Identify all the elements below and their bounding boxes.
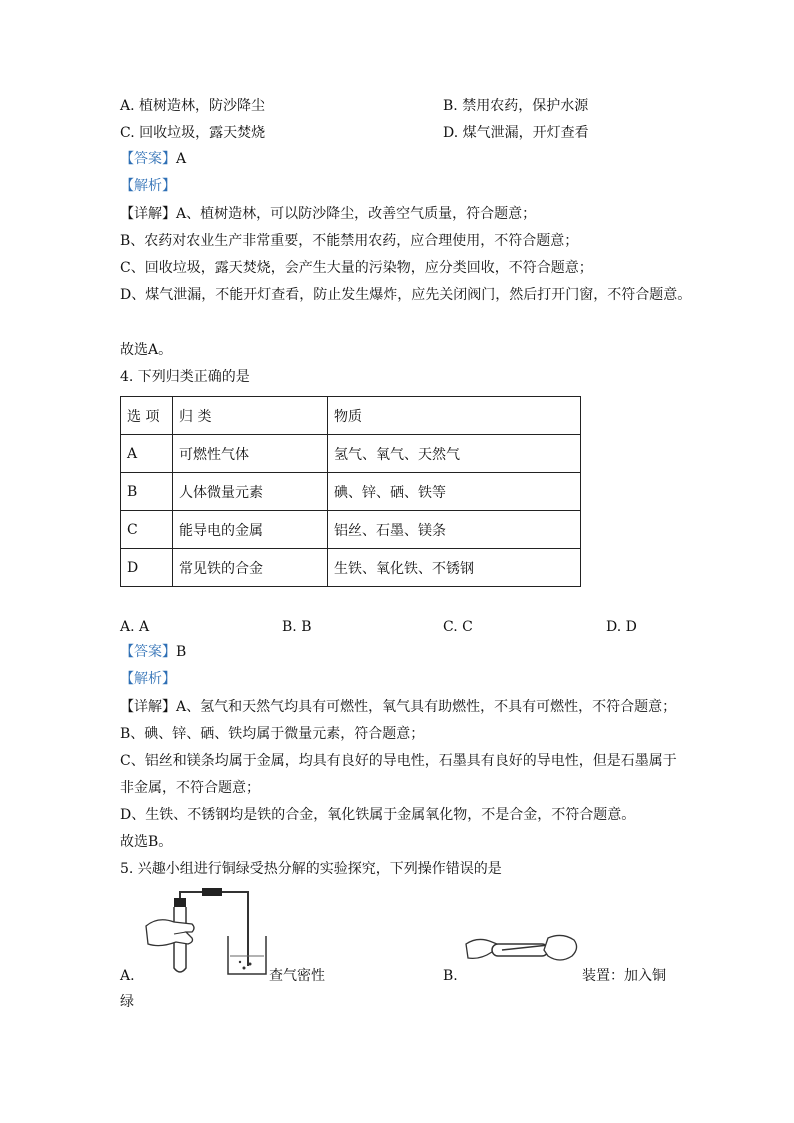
table-cell: A	[121, 435, 173, 473]
q4-table	[120, 396, 581, 587]
answer-tag: 【答案】	[120, 151, 176, 167]
table-header-cell: 选 项	[121, 397, 173, 435]
q3-conclusion: 故选A。	[120, 342, 173, 358]
q4-option-d: D. D	[606, 619, 637, 635]
q5-stem: 5. 兴趣小组进行铜绿受热分解的实验探究，下列操作错误的是	[120, 861, 502, 877]
q4-detail-d: D、生铁、不锈钢均是铁的合金，氧化铁属于金属氧化物，不是合金，不符合题意。	[120, 807, 636, 823]
airtightness-check-figure	[140, 886, 268, 978]
table-cell: 铝丝、石墨、镁条	[328, 511, 581, 549]
q3-analysis-tag: 【解析】	[120, 178, 176, 194]
q5-option-b-letter: B.	[443, 968, 458, 984]
table-cell: D	[121, 549, 173, 587]
q4-detail-c-line2: 非金属，不符合题意；	[120, 780, 260, 796]
table-cell: 可燃性气体	[173, 435, 328, 473]
q3-answer	[120, 149, 186, 169]
table-cell: 常见铁的合金	[173, 549, 328, 587]
q3-detail-b: B、农药对农业生产非常重要，不能禁用农药，应合理使用，不符合题意；	[120, 233, 579, 249]
answer-value: A	[176, 151, 187, 167]
answer-tag: 【答案】	[120, 644, 176, 660]
q3-option-b: B. 禁用农药，保护水源	[443, 98, 589, 114]
q3-detail-d: D、煤气泄漏，不能开灯查看，防止发生爆炸，应先关闭阀门，然后打开门窗，不符合题意。	[120, 287, 692, 303]
detail-tag: 【详解】	[120, 699, 176, 715]
q5-option-a-letter: A.	[120, 968, 135, 984]
table-header-cell: 物质	[328, 397, 581, 435]
q4-answer	[120, 642, 186, 662]
q4-detail-b: B、碘、锌、硒、铁均属于微量元素，符合题意；	[120, 726, 425, 742]
table-cell: 生铁、氧化铁、不锈钢	[328, 549, 581, 587]
add-powder-figure	[462, 930, 582, 974]
q4-option-c: C. C	[443, 619, 473, 635]
detail-text: A、植树造林，可以防沙降尘，改善空气质量，符合题意；	[176, 206, 537, 222]
q3-option-a: A. 植树造林，防沙降尘	[120, 98, 266, 114]
q5-option-a-text: 查气密性	[269, 968, 325, 984]
q3-option-d: D. 煤气泄漏，开灯查看	[443, 125, 589, 141]
table-row	[121, 511, 581, 549]
q4-detail-c-line1: C、铝丝和镁条均属于金属，均具有良好的导电性，石墨具有良好的导电性，但是石墨属于	[120, 753, 677, 769]
q4-conclusion: 故选B。	[120, 834, 173, 850]
table-header-cell: 归 类	[173, 397, 328, 435]
table-cell: 氢气、氧气、天然气	[328, 435, 581, 473]
q5-option-b-text-cont: 绿	[120, 994, 134, 1010]
table-cell: C	[121, 511, 173, 549]
q3-option-c: C. 回收垃圾，露天焚烧	[120, 125, 266, 141]
table-header-row	[121, 397, 581, 435]
table-row	[121, 435, 581, 473]
table-cell: 能导电的金属	[173, 511, 328, 549]
q4-stem: 4. 下列归类正确的是	[120, 369, 250, 385]
table-row	[121, 549, 581, 587]
table-cell: B	[121, 473, 173, 511]
q3-detail-a	[120, 204, 536, 224]
table-cell: 人体微量元素	[173, 473, 328, 511]
q4-analysis-tag: 【解析】	[120, 671, 176, 687]
detail-text: A、氢气和天然气均具有可燃性，氧气具有助燃性，不具有可燃性，不符合题意；	[176, 699, 677, 715]
q4-option-a: A. A	[120, 619, 150, 635]
q4-detail-a	[120, 697, 676, 717]
detail-tag: 【详解】	[120, 206, 176, 222]
answer-value: B	[176, 644, 187, 660]
q4-option-b: B. B	[282, 619, 312, 635]
q5-option-b-text: 装置：加入铜	[582, 968, 666, 984]
table-cell: 碘、锌、硒、铁等	[328, 473, 581, 511]
q3-detail-c: C、回收垃圾，露天焚烧，会产生大量的污染物，应分类回收，不符合题意；	[120, 260, 593, 276]
table-row	[121, 473, 581, 511]
